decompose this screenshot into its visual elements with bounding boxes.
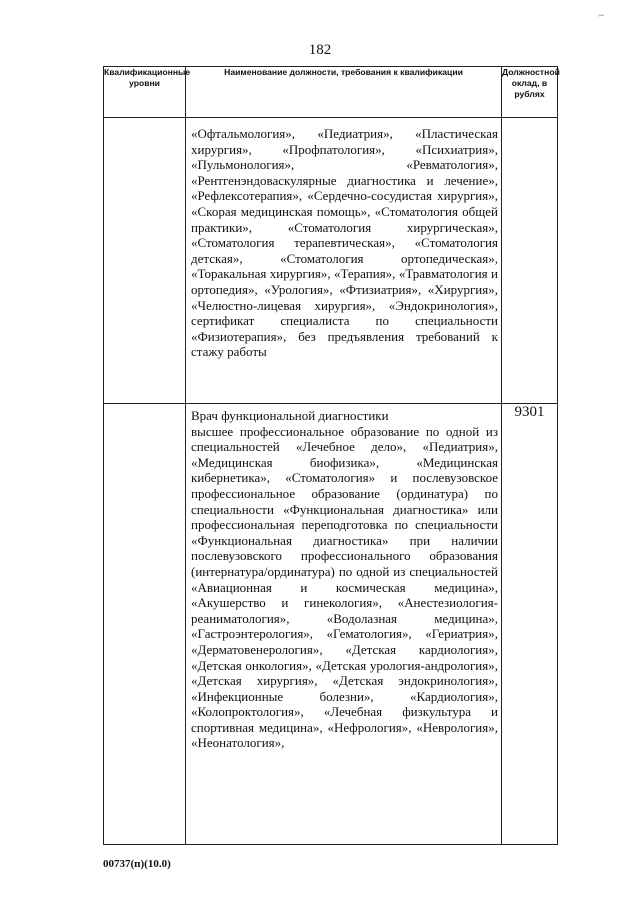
header-qualification-levels: Квалификационные уровни — [104, 67, 186, 118]
table-header-row — [104, 67, 558, 118]
level-cell — [104, 404, 186, 845]
table-row — [104, 118, 558, 404]
header-salary: Должностной оклад, в рублях — [502, 67, 558, 118]
salary-cell — [502, 118, 558, 404]
corner-mark: ~ — [596, 9, 606, 23]
page-number: 182 — [308, 42, 332, 58]
table-row — [104, 404, 558, 845]
footer-code: 00737(п)(10.0) — [103, 858, 171, 870]
requirements-text: «Офтальмология», «Педиатрия», «Пластическая хирургия», «Профпатология», «Психиатрия», «Пульмонология», «Ревматология», «Рентгенэндоваскулярные диагностика и лечение», «Рефлексотерапия», «Сердечно-сосудистая хирургия», «Скорая медицинская помощь», «Стоматология общей практики», «Стоматология хирургическая», «Стоматология терапевтическая», «Стоматология детская», «Стоматология ортопедическая», «Торакальная хирургия», «Терапия», «Травматология и ортопедия», «Урология», «Фтизиатрия», «Хирургия», «Челюстно-лицевая хирургия», «Эндокринология», сертификат специалиста по специальности «Физиотерапия», без предъявления требований к стажу работы — [191, 126, 498, 360]
requirements-cell — [186, 404, 502, 845]
requirements-text: высшее профессиональное образование по одной из специальностей «Лечебное дело», «Педиатрия», «Медицинская биофизика», «Медицинская кибернетика», «Стоматология» и послевузовское профессиональное образование (ординатура) по специальности «Функциональная диагностика» или профессиональная переподготовка по специальности «Функциональная диагностика» при наличии послевузовского профессионального образования (интернатура/ординатура) по одной из специальностей «Авиационная и космическая медицина», «Акушерство и гинекология», «Анестезиология-реаниматология», «Водолазная медицина», «Гастроэнтерология», «Гематология», «Гериатрия», «Дерматовенерология», «Детская кардиология», «Детская онкология», «Детская урология-андрология», «Детская хирургия», «Детская эндокринология», «Инфекционные болезни», «Кардиология», «Колопроктология», «Лечебная физкультура и спортивная медицина», «Нефрология», «Неврология», «Неонатология», — [191, 423, 498, 751]
header-position-requirements: Наименование должности, требования к квалификации — [186, 67, 502, 118]
salary-value: 9301 — [502, 404, 558, 845]
level-cell — [104, 118, 186, 404]
requirements-cell — [186, 118, 502, 404]
position-title: Врач функциональной диагностики — [191, 408, 389, 423]
qualification-table — [103, 66, 558, 845]
